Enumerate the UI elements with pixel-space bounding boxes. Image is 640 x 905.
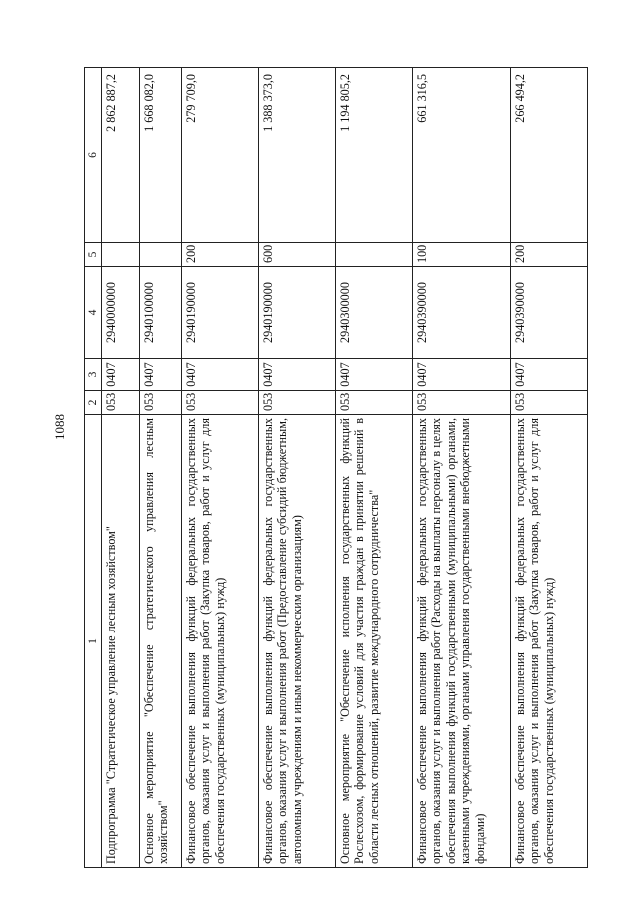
row-target: 2940190000: [182, 267, 259, 359]
row-amount: 279 709,0: [182, 68, 259, 243]
row-expense-type: 100: [413, 243, 511, 267]
table-row: [336, 68, 413, 868]
table-row: [102, 68, 140, 868]
row-section: 0407: [182, 359, 259, 391]
row-expense-type: 200: [511, 243, 588, 267]
page-number: 1088: [52, 414, 67, 440]
header-col-1: 1: [85, 415, 102, 868]
rotated-table-wrapper: [84, 68, 584, 868]
row-ministry: 053: [140, 391, 182, 415]
row-target: 2940000000: [102, 267, 140, 359]
row-name: Основное мероприятие "Обеспечение стратегического управления лесным хозяйством": [140, 415, 182, 868]
table-row: [182, 68, 259, 868]
row-section: 0407: [259, 359, 336, 391]
row-amount: 661 316,5: [413, 68, 511, 243]
header-col-4: 4: [85, 267, 102, 359]
row-target: 2940300000: [336, 267, 413, 359]
row-ministry: 053: [511, 391, 588, 415]
row-expense-type: [102, 243, 140, 267]
table-row: [413, 68, 511, 868]
row-target: 2940190000: [259, 267, 336, 359]
header-col-5: 5: [85, 243, 102, 267]
row-ministry: 053: [413, 391, 511, 415]
row-expense-type: 600: [259, 243, 336, 267]
row-ministry: 053: [336, 391, 413, 415]
row-target: 2940100000: [140, 267, 182, 359]
header-col-3: 3: [85, 359, 102, 391]
row-amount: 2 862 887,2: [102, 68, 140, 243]
row-expense-type: [140, 243, 182, 267]
table-row: [259, 68, 336, 868]
table-row: [511, 68, 588, 868]
header-col-6: 6: [85, 68, 102, 243]
header-col-2: 2: [85, 391, 102, 415]
row-expense-type: 200: [182, 243, 259, 267]
header-row: [85, 68, 102, 868]
row-target: 2940390000: [511, 267, 588, 359]
row-name: Финансовое обеспечение выполнения функций федеральных государственных органов, оказания услуг и выполнения работ (Предоставление субсидий бюджетным, автономным учреждениям и иным некоммерческим организациям): [259, 415, 336, 868]
row-section: 0407: [336, 359, 413, 391]
table-row: [140, 68, 182, 868]
row-amount: 1 668 082,0: [140, 68, 182, 243]
row-expense-type: [336, 243, 413, 267]
row-name: Финансовое обеспечение выполнения функций федеральных государственных органов, оказания услуг и выполнения работ (Закупка товаров, работ и услуг для обеспечения государственных (муниципальных) нужд): [182, 415, 259, 868]
row-ministry: 053: [102, 391, 140, 415]
row-name: Финансовое обеспечение выполнения функций федеральных государственных органов, оказания услуг и выполнения работ (Закупка товаров, работ и услуг для обеспечения государственных (муниципальных) нужд): [511, 415, 588, 868]
row-name: Подпрограмма "Стратегическое управление лесным хозяйством": [102, 415, 140, 868]
row-section: 0407: [102, 359, 140, 391]
row-section: 0407: [511, 359, 588, 391]
row-section: 0407: [140, 359, 182, 391]
row-name: Основное мероприятие "Обеспечение исполнения государственных функций Рослесхозом, формирование условий для участия граждан в принятии решений в области лесных отношений, развитие международного сотрудничества": [336, 415, 413, 868]
row-target: 2940390000: [413, 267, 511, 359]
row-section: 0407: [413, 359, 511, 391]
row-ministry: 053: [259, 391, 336, 415]
row-amount: 266 494,2: [511, 68, 588, 243]
budget-table: [84, 67, 588, 868]
row-name: Финансовое обеспечение выполнения функций федеральных государственных органов, оказания услуг и выполнения работ (Расходы на выплаты персоналу в целях обеспечения выполнения функций государственными (муниципальными) органами, казенными учреждениями, органами управления государственными внебюджетными фондами): [413, 415, 511, 868]
row-amount: 1 194 805,2: [336, 68, 413, 243]
row-amount: 1 388 373,0: [259, 68, 336, 243]
row-ministry: 053: [182, 391, 259, 415]
